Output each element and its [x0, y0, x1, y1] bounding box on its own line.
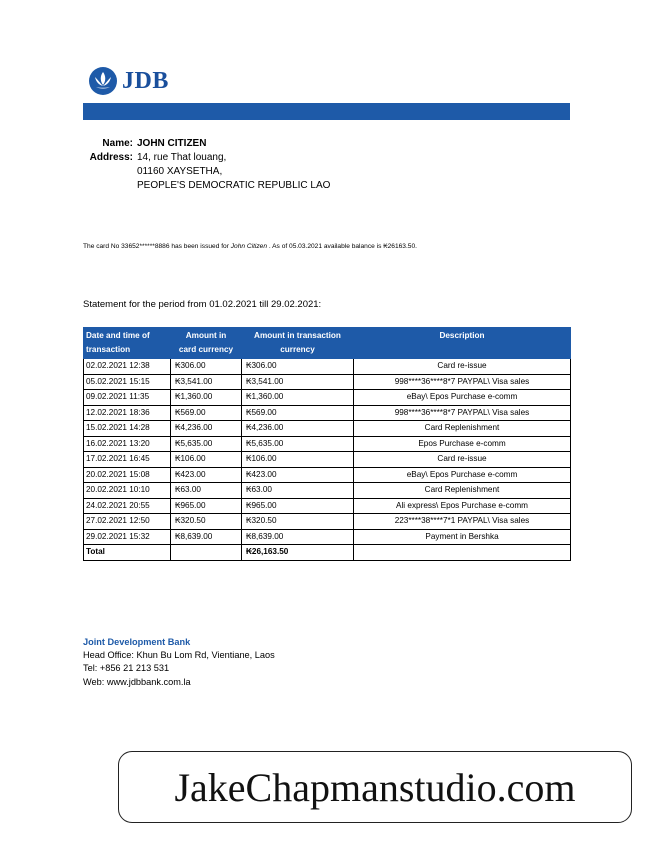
col-header-date: Date and time of transaction	[84, 328, 171, 359]
header-bar	[83, 103, 570, 120]
cell-card-amount: ₭8,639.00	[171, 529, 242, 545]
cell-description: 998****36****8*7 PAYPAL\ Visa sales	[354, 374, 571, 390]
cell-tx-amount: ₭965.00	[242, 498, 354, 514]
cell-tx-amount: ₭4,236.00	[242, 421, 354, 437]
logo-text: JDB	[122, 67, 169, 94]
name-label: Name:	[102, 138, 133, 149]
bank-logo	[88, 66, 169, 96]
cell-description: Card re-issue	[354, 452, 571, 468]
table-row	[84, 390, 571, 406]
table-row	[84, 374, 571, 390]
customer-name: JOHN CITIZEN	[137, 138, 207, 149]
card-note-prefix: The card No 33652******8886 has been issued for	[83, 243, 231, 250]
cell-tx-amount: ₭320.50	[242, 514, 354, 530]
card-note	[83, 243, 417, 250]
table-row	[84, 467, 571, 483]
cell-tx-amount: ₭569.00	[242, 405, 354, 421]
cell-card-amount: ₭306.00	[171, 359, 242, 375]
cell-date: 20.02.2021 10:10	[84, 483, 171, 499]
table-row	[84, 452, 571, 468]
cell-date: 15.02.2021 14:28	[84, 421, 171, 437]
cell-description: eBay\ Epos Purchase e-comm	[354, 390, 571, 406]
cell-card-amount: ₭63.00	[171, 483, 242, 499]
cell-date: 16.02.2021 13:20	[84, 436, 171, 452]
table-row	[84, 421, 571, 437]
watermark: JakeChapmanstudio.com	[118, 751, 632, 823]
cell-date: 20.02.2021 15:08	[84, 467, 171, 483]
address-line-2: 01160 XAYSETHA,	[137, 166, 223, 177]
address-label: Address:	[89, 152, 133, 163]
cell-card-amount: ₭3,541.00	[171, 374, 242, 390]
col-header-description: Description	[354, 328, 571, 359]
address-line-1: 14, rue That louang,	[137, 152, 227, 163]
table-row	[84, 498, 571, 514]
statement-period: Statement for the period from 01.02.2021 till 29.02.2021:	[83, 299, 322, 310]
cell-tx-amount: ₭8,639.00	[242, 529, 354, 545]
cell-card-amount: ₭423.00	[171, 467, 242, 483]
customer-block	[88, 137, 330, 193]
cell-card-amount: ₭5,635.00	[171, 436, 242, 452]
cell-description: 223****38****7*1 PAYPAL\ Visa sales	[354, 514, 571, 530]
cell-date: 02.02.2021 12:38	[84, 359, 171, 375]
cell-description: 998****36****8*7 PAYPAL\ Visa sales	[354, 405, 571, 421]
col-header-card-amount: Amount in card currency	[171, 328, 242, 359]
cell-card-amount: ₭106.00	[171, 452, 242, 468]
bank-web: Web: www.jdbbank.com.la	[83, 676, 191, 687]
cell-card-amount: ₭4,236.00	[171, 421, 242, 437]
bank-footer	[83, 636, 275, 689]
cell-card-amount: ₭320.50	[171, 514, 242, 530]
card-note-suffix: . As of 05.03.2021 available balance is ₭26163.50.	[267, 243, 417, 250]
cell-date: 17.02.2021 16:45	[84, 452, 171, 468]
card-holder: John Citizen	[230, 243, 268, 250]
cell-tx-amount: ₭3,541.00	[242, 374, 354, 390]
cell-tx-amount: ₭5,635.00	[242, 436, 354, 452]
cell-date: 24.02.2021 20:55	[84, 498, 171, 514]
cell-tx-amount: ₭423.00	[242, 467, 354, 483]
table-row	[84, 514, 571, 530]
cell-tx-amount: ₭306.00	[242, 359, 354, 375]
col-header-tx-amount: Amount in transaction currency	[242, 328, 354, 359]
table-row	[84, 405, 571, 421]
cell-date: 12.02.2021 18:36	[84, 405, 171, 421]
total-value: ₭26,163.50	[242, 545, 354, 561]
cell-date: 27.02.2021 12:50	[84, 514, 171, 530]
bank-tel: Tel: +856 21 213 531	[83, 663, 170, 674]
statement-table	[83, 327, 571, 561]
cell-date: 29.02.2021 15:32	[84, 529, 171, 545]
cell-card-amount: ₭965.00	[171, 498, 242, 514]
cell-description: eBay\ Epos Purchase e-comm	[354, 467, 571, 483]
table-row	[84, 483, 571, 499]
cell-description: Payment in Bershka	[354, 529, 571, 545]
cell-card-amount: ₭569.00	[171, 405, 242, 421]
total-row	[84, 545, 571, 561]
address-line-3: PEOPLE'S DEMOCRATIC REPUBLIC LAO	[137, 180, 331, 191]
total-label: Total	[84, 545, 171, 561]
cell-description: Card Replenishment	[354, 421, 571, 437]
cell-description: Epos Purchase e-comm	[354, 436, 571, 452]
bank-head-office: Head Office: Khun Bu Lom Rd, Vientiane, Laos	[83, 650, 275, 661]
bank-name: Joint Development Bank	[83, 637, 191, 647]
table-row	[84, 529, 571, 545]
cell-description: Card Replenishment	[354, 483, 571, 499]
lotus-logo-icon	[88, 66, 118, 96]
cell-description: Card re-issue	[354, 359, 571, 375]
cell-tx-amount: ₭63.00	[242, 483, 354, 499]
cell-date: 05.02.2021 15:15	[84, 374, 171, 390]
table-header-row	[84, 328, 571, 359]
table-row	[84, 359, 571, 375]
table-row	[84, 436, 571, 452]
cell-tx-amount: ₭1,360.00	[242, 390, 354, 406]
cell-description: Ali express\ Epos Purchase e-comm	[354, 498, 571, 514]
cell-card-amount: ₭1,360.00	[171, 390, 242, 406]
cell-date: 09.02.2021 11:35	[84, 390, 171, 406]
cell-tx-amount: ₭106.00	[242, 452, 354, 468]
